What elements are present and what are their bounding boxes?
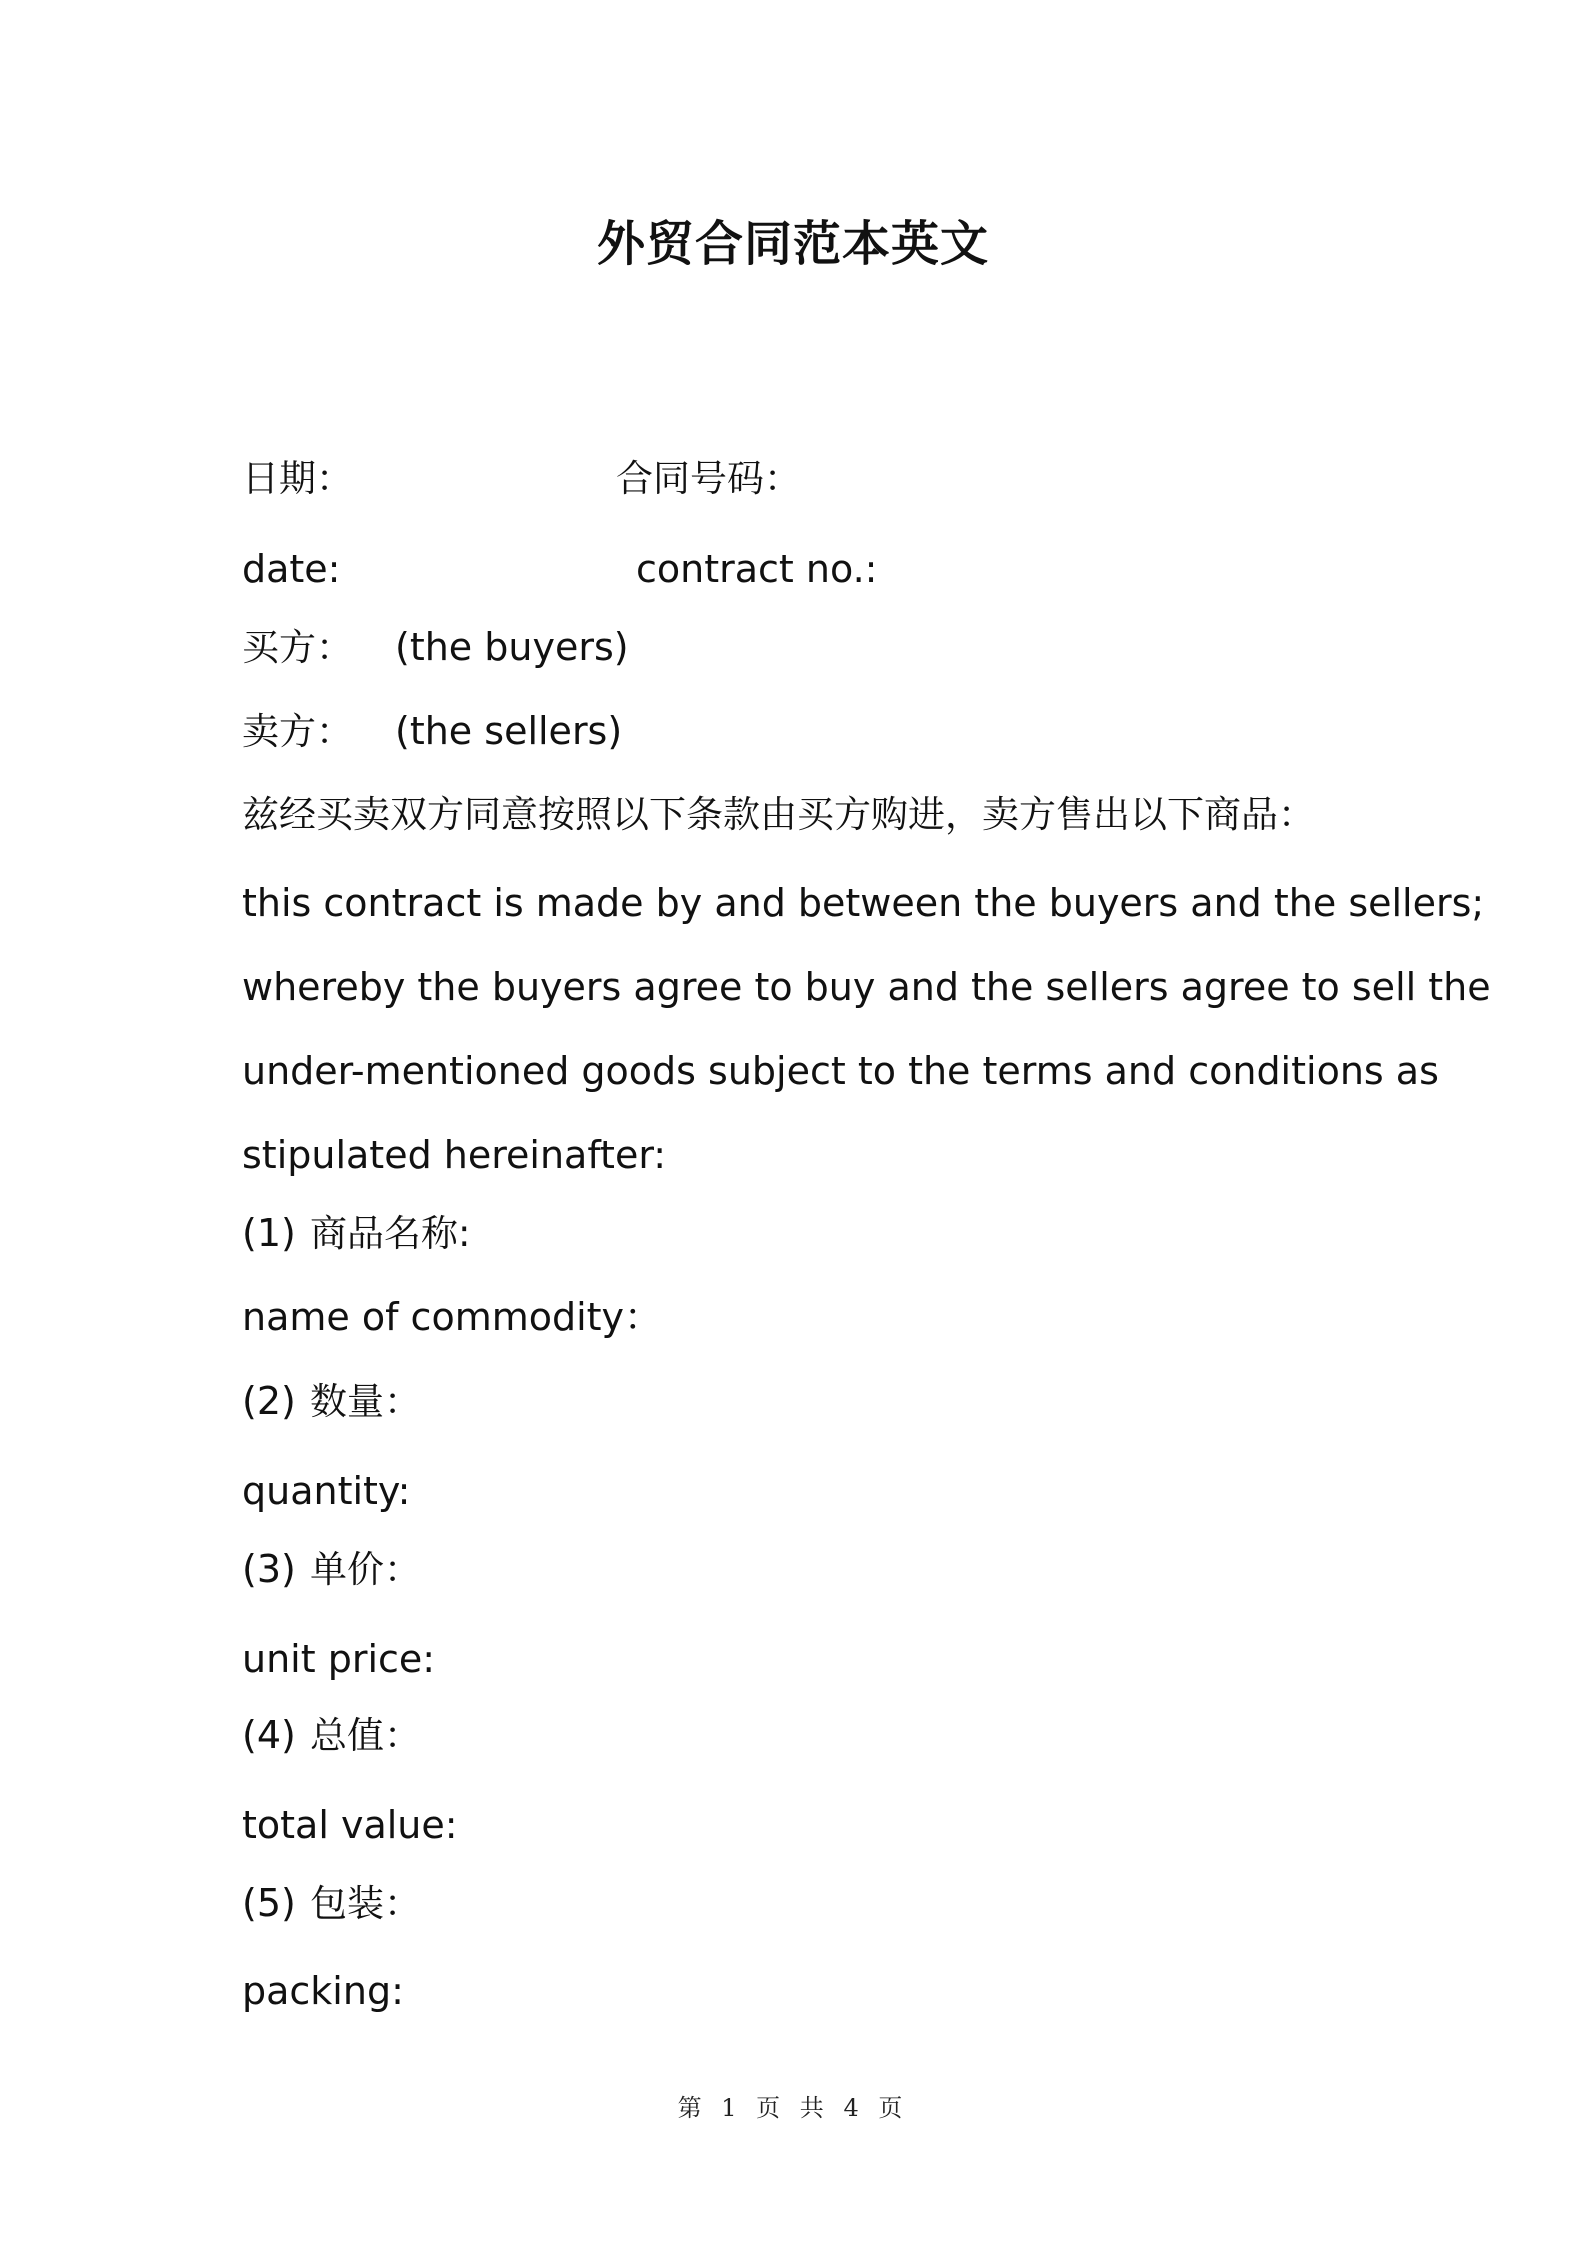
- clause-3-cn: [242, 1544, 421, 1595]
- intro-cn: 兹经买卖双方同意按照以下条款由买方购进，卖方售出以下商品：: [242, 793, 1315, 836]
- clause-label-cn: 单价：: [310, 1548, 421, 1591]
- clause-4-en: total value:: [242, 1803, 458, 1847]
- clause-5-en: packing:: [242, 1969, 404, 2013]
- date-label-en: date:: [242, 547, 341, 591]
- contract-no-label-cn: 合同号码：: [616, 457, 801, 500]
- clause-label-cn: 商品名称:: [310, 1212, 471, 1255]
- sellers-label-en: (the sellers): [395, 709, 623, 753]
- clause-3-en: unit price:: [242, 1637, 436, 1681]
- sellers-line: [242, 706, 622, 757]
- clause-label-cn: 数量：: [310, 1380, 421, 1423]
- page-footer: 第 1 页 共 4 页: [677, 2094, 909, 2122]
- document-title: 外贸合同范本英文: [596, 216, 989, 272]
- clause-number: (4): [242, 1713, 296, 1757]
- clause-1-en: name of commodity：: [242, 1295, 663, 1339]
- clause-number: (1): [242, 1211, 296, 1255]
- intro-en-line: whereby the buyers agree to buy and the sellers agree to sell the: [242, 965, 1491, 1009]
- contract-no-label-en: contract no.:: [636, 547, 878, 591]
- clause-5-cn: [242, 1878, 421, 1929]
- clause-2-en: quantity:: [242, 1469, 411, 1513]
- clause-1-cn: [242, 1208, 470, 1259]
- clause-label-cn: 总值：: [310, 1714, 421, 1757]
- intro-en-line: this contract is made by and between the buyers and the sellers;: [242, 881, 1485, 925]
- clause-number: (3): [242, 1547, 296, 1591]
- clause-2-cn: [242, 1376, 421, 1427]
- intro-en-line: under-mentioned goods subject to the terms and conditions as: [242, 1049, 1439, 1093]
- clause-number: (2): [242, 1379, 296, 1423]
- clause-label-cn: 包装：: [310, 1882, 421, 1925]
- date-label-cn: 日期：: [242, 457, 353, 500]
- clause-4-cn: [242, 1710, 421, 1761]
- buyers-line: [242, 622, 629, 673]
- buyers-label-en: (the buyers): [395, 625, 629, 669]
- intro-en-line: stipulated hereinafter:: [242, 1133, 667, 1177]
- buyers-label-cn: 买方：: [242, 626, 353, 669]
- sellers-label-cn: 卖方：: [242, 710, 353, 753]
- clause-number: (5): [242, 1881, 296, 1925]
